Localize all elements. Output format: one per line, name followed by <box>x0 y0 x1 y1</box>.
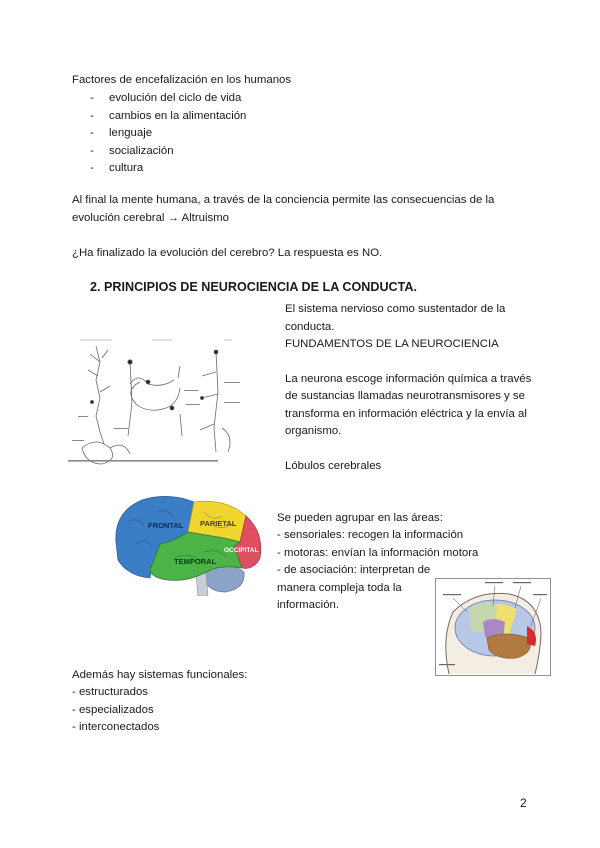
brainstem-region <box>196 574 208 596</box>
fundamentals-subtitle: FUNDAMENTOS DE LA NEUROCIENCIA <box>285 338 499 350</box>
lobes-label: Lóbulos cerebrales <box>285 460 382 472</box>
neuron-line-3: transforma en información eléctrica y la envía al <box>285 408 527 420</box>
list-item-text: cultura <box>109 162 144 174</box>
functional-item-3: - interconectados <box>72 721 160 733</box>
list-item <box>90 108 246 126</box>
encephalization-title: Factores de encefalización en los humanos <box>72 74 292 86</box>
list-item <box>90 125 246 143</box>
list-item-text: evolución del ciclo de vida <box>109 92 242 104</box>
list-item <box>90 143 246 161</box>
conclusion-line-2: evolución cerebral → Altruismo <box>72 212 230 224</box>
functional-item-1: - estructurados <box>72 686 148 698</box>
page-number: 2 <box>520 796 527 810</box>
areas-line-2: - sensoriales: recogen la información <box>277 529 464 541</box>
parietal-label: PARIETAL <box>200 519 237 528</box>
frontal-label: FRONTAL <box>148 521 184 530</box>
head-brain-figure <box>435 578 551 676</box>
section-heading: 2. PRINCIPIOS DE NEUROCIENCIA DE LA CONDUCTA. <box>90 280 417 294</box>
occipital-label: OCCIPITAL <box>224 547 259 554</box>
bullet-dash: - <box>90 162 94 174</box>
evolution-question: ¿Ha finalizado la evolución del cerebro? La respuesta es NO. <box>72 247 383 259</box>
brain-lobes-image <box>108 492 266 596</box>
intro-line-1: El sistema nervioso como sustentador de la <box>285 303 506 315</box>
intro-line-2: conducta. <box>285 321 335 333</box>
list-item-text: socialización <box>109 144 174 157</box>
bullet-dash: - <box>90 92 94 104</box>
areas-line-3: - motoras: envían la información motora <box>277 547 479 559</box>
temporal-label: TEMPORAL <box>174 557 217 566</box>
list-item <box>90 90 246 108</box>
areas-line-6: información. <box>277 599 340 611</box>
neuron-pathways-figure <box>66 332 248 468</box>
list-item-text: cambios en la alimentación <box>109 109 247 122</box>
neuron-line-2: de sustancias llamadas neurotransmisores y se <box>285 390 525 402</box>
functional-title: Además hay sistemas funcionales: <box>72 669 248 681</box>
conclusion-line-1: Al final la mente humana, a través de la conciencia permite las consecuencias de la <box>72 194 495 206</box>
bullet-dash: - <box>90 109 94 122</box>
areas-line-1: Se pueden agrupar en las áreas: <box>277 512 443 524</box>
bullet-dash: - <box>90 127 94 139</box>
brain-lobes-figure <box>108 492 266 596</box>
functional-item-2: - especializados <box>72 704 154 716</box>
areas-line-5: manera compleja toda la <box>277 582 402 594</box>
areas-line-4: - de asociación: interpretan de <box>277 564 431 576</box>
bullet-dash: - <box>90 144 94 157</box>
neuron-line-1: La neurona escoge información química a través <box>285 373 532 385</box>
list-item <box>90 160 246 178</box>
head-brain-image <box>435 578 551 676</box>
neuron-line-4: organismo. <box>285 425 342 437</box>
list-item-text: lenguaje <box>109 127 153 139</box>
neuron-pathways-image <box>66 332 248 468</box>
encephalization-list <box>90 90 246 178</box>
